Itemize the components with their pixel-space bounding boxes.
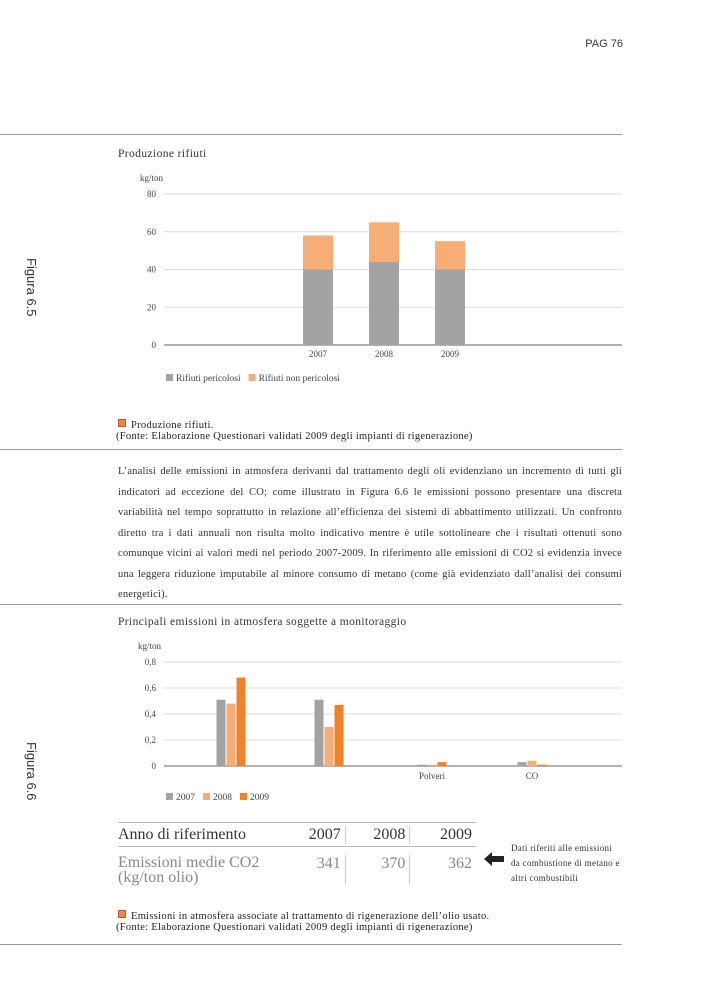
bar	[435, 241, 465, 269]
table-header-row	[118, 822, 476, 847]
emissions-chart	[100, 636, 630, 816]
x-tick-label: Polveri	[419, 771, 445, 781]
note-line: Dati riferiti alle emissioni	[511, 843, 613, 853]
co2-note	[511, 841, 620, 886]
y-tick-label: 0,8	[144, 657, 156, 667]
bar	[438, 762, 447, 766]
bar	[217, 700, 226, 766]
arrow-left-icon	[484, 852, 504, 866]
legend-label: 2009	[250, 793, 269, 803]
divider	[0, 134, 622, 135]
legend-label: 2007	[176, 793, 195, 803]
table-row-label: Emissioni medie CO2	[118, 854, 260, 871]
legend-swatch	[166, 374, 173, 381]
bar	[303, 236, 333, 270]
bar	[435, 270, 465, 346]
bar	[335, 705, 344, 766]
y-tick-label: 0	[151, 761, 156, 771]
y-tick-label: 0,6	[144, 683, 156, 693]
figure-caption	[118, 419, 473, 442]
bar	[227, 704, 236, 766]
co2-table	[118, 822, 476, 891]
y-tick-label: 0,2	[144, 735, 156, 745]
caption-source: (Fonte: Elaborazione Questionari validati 2009 degli impianti di rigenerazione)	[116, 922, 473, 933]
caption-title: Emissioni in atmosfera associate al trattamento di rigenerazione dell’olio usato.	[131, 911, 490, 922]
bar	[325, 727, 334, 766]
legend-swatch	[249, 374, 256, 381]
caption-title: Produzione rifiuti.	[131, 420, 214, 431]
bar	[303, 270, 333, 346]
table-header-cell: 2008	[346, 826, 411, 844]
figure-label: Figura 6.5	[24, 258, 39, 317]
table-cell: 362	[448, 855, 472, 872]
x-tick-label: 2008	[375, 349, 393, 359]
chart-title: Principali emissioni in atmosfera soggette a monitoraggio	[118, 616, 407, 628]
table-cell: 370	[346, 855, 411, 885]
note-line: da combustione di metano e	[511, 858, 620, 868]
bar	[369, 222, 399, 262]
divider	[0, 449, 622, 450]
table-header-cell: 2007	[299, 826, 346, 844]
bar	[418, 765, 427, 766]
bar	[369, 262, 399, 345]
caption-source: (Fonte: Elaborazione Questionari validati 2009 degli impianti di rigenerazione)	[116, 431, 473, 442]
y-tick-label: 60	[147, 226, 156, 237]
page-number: PAG 76	[585, 38, 623, 50]
table-row-unit: (kg/ton olio)	[118, 869, 199, 886]
bar	[538, 765, 547, 766]
table-header-cell: 2009	[440, 825, 472, 843]
body-paragraph: L’analisi delle emissioni in atmosfera derivanti dal trattamento degli oli evidenziano un incremento di tutti gli indicatori ad eccezione del CO; come illustrato in Figura 6.6 le emissioni possono presentare una discreta variabilità nel tempo soprattutto in relazione all’efficienza dei sistemi di abbattimento utilizzati. Un confronto diretto tra i dati annuali non risulta molto indicativo mentre è utile sottolineare che i risultati ottenuti sono comunque vicini ai valori medi nel periodo 2007-2009. In riferimento alle emissioni di CO2 si evidenzia invece una leggera riduzione imputabile al minore consumo di metano (come già evidenziato dall’analisi dei consumi energetici).	[118, 466, 622, 600]
legend-label: Rifiuti non pericolosi	[258, 374, 340, 384]
bar	[428, 765, 437, 766]
y-tick-label: 20	[147, 302, 156, 313]
bar	[315, 700, 324, 766]
y-tick-label: 80	[147, 189, 156, 199]
x-tick-label: 2007	[309, 349, 327, 359]
table-header-cell: Anno di riferimento	[118, 825, 246, 843]
legend-swatch	[240, 793, 247, 800]
figure-caption	[118, 910, 489, 933]
legend-swatch	[166, 793, 173, 800]
divider	[0, 944, 622, 945]
bar	[237, 678, 246, 766]
figure-label: Figura 6.6	[24, 742, 39, 801]
table-cell: 341	[299, 855, 346, 885]
chart-title: Produzione rifiuti	[118, 148, 207, 160]
bar	[518, 762, 527, 766]
legend-label: Rifiuti pericolosi	[176, 374, 241, 384]
note-line: altri combustibili	[511, 873, 579, 883]
y-tick-label: 40	[147, 264, 156, 275]
y-tick-label: 0	[151, 340, 156, 350]
y-axis-label: kg/ton	[138, 641, 162, 651]
x-tick-label: CO	[525, 771, 539, 781]
table-row	[118, 847, 476, 891]
y-tick-label: 0,4	[144, 709, 156, 719]
legend-label: 2008	[213, 793, 232, 803]
waste-chart	[100, 168, 630, 393]
x-tick-label: 2009	[441, 349, 459, 359]
bar	[528, 761, 537, 766]
bullet-square-icon	[118, 419, 126, 427]
bullet-square-icon	[118, 910, 126, 918]
y-axis-label: kg/ton	[140, 173, 164, 183]
legend-swatch	[203, 793, 210, 800]
